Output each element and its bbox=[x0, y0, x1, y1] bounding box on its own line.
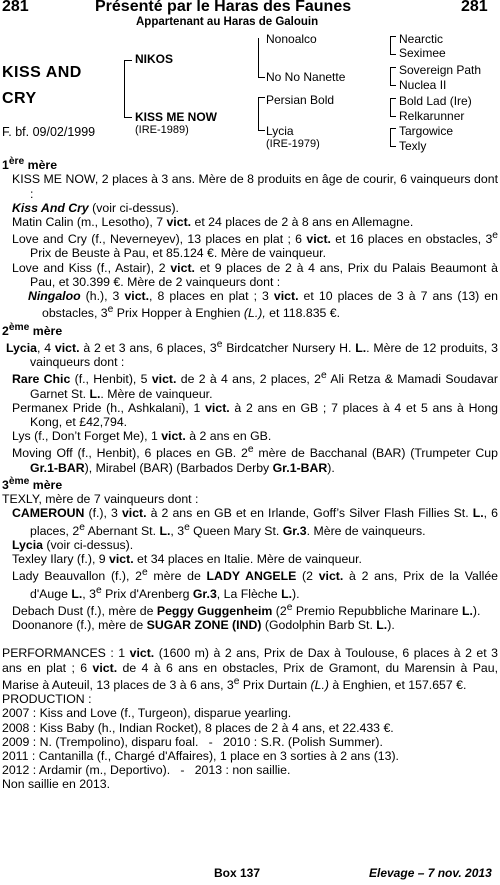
ddd: Texly bbox=[399, 139, 427, 153]
dam-sire: Persian Bold bbox=[266, 93, 335, 107]
sire: NIKOS bbox=[135, 52, 174, 66]
horse-name-line1: KISS AND bbox=[2, 64, 82, 81]
performances: PERFORMANCES : 1 vict. (1600 m) à 2 ans, Prix de Dax à Toulouse, 6 places à 2 et 3 ans en plat ; 6 vict. de 4 à 6 ans en obstacles, Prix de Gramont, du Marensin à Pau, Marise à Auteuil, 13 places de 3 à 6 ans, 3e Prix Durtain (L.) à Enghien, et 157.657 €. bbox=[2, 646, 499, 692]
ssd: Seximee bbox=[399, 46, 446, 60]
dam-origin: (IRE-1989) bbox=[135, 124, 189, 136]
section-second-dam: 2ème mère bbox=[2, 321, 63, 338]
bracket-dam bbox=[258, 97, 259, 131]
dsd: Relkarunner bbox=[399, 109, 465, 123]
footer-source: Elevage – 7 nov. 2013 bbox=[369, 866, 492, 880]
page-subtitle: Appartenant au Haras de Galouin bbox=[136, 16, 319, 28]
lot-number-left: 281 bbox=[2, 0, 29, 15]
dss: Bold Lad (Ire) bbox=[399, 94, 472, 108]
dam: KISS ME NOW bbox=[135, 110, 218, 124]
sss: Nearctic bbox=[399, 32, 444, 46]
section-first-dam: 1ère mère bbox=[2, 156, 58, 173]
lot-number-right: 281 bbox=[461, 0, 488, 15]
page-title: Présenté par le Haras des Faunes bbox=[95, 0, 352, 15]
footer-box: Box 137 bbox=[214, 866, 261, 880]
sdd: Nuclea II bbox=[399, 78, 447, 92]
sire-sire: Nonoalco bbox=[266, 32, 317, 46]
dam-dam: Lycia bbox=[266, 124, 294, 138]
horse-info: F. bf. 09/02/1999 bbox=[2, 125, 96, 139]
dam-dam-origin: (IRE-1979) bbox=[266, 138, 320, 150]
horse-name-line2: CRY bbox=[2, 90, 37, 107]
section-third-dam: 3ème mère bbox=[2, 475, 63, 493]
catalogue-body: 1ère mère KISS ME NOW, 2 places à 3 ans. Mère de 8 produits en âge de courir, 6 vainqueurs dont : Kiss And Cry (voir ci-dessus). Matin Calin (m., Lesotho), 7 vict. et 24 places de 2 à 8 ans en Allemagne. Love and Cry (f., Neverneyev), 13 places en plat ; 6 vict. et 16 places en obstacles, 3e Prix de Beuste à Pau, et 85.124 €. Mère de vainqueur. Love and Kiss (f., Astair), 2 vict. et 9 places de 2 à 4 ans, Prix du Palais Beaumont à Pau, et 30.399 €. Mère de 2 vainqueurs dont : Ningaloo (h.), 3 vict., 8 places en plat ; 3 vict. et 10 places de 3 à 7 ans (13) en obstacles, 3e Prix Hopper à Enghien (L.), et 118.835 €. 2ème mère Lycia, 4 vict. à 2 et 3 ans, 6 places, 3e Birdcatcher Nursery H. L.. Mère de 12 produits, 3 vainqueurs dont : Rare Chic (f., Henbit), 5 vict. de 2 à 4 ans, 2 places, 2e Ali Retza & Mamadi Soudavar Garnet St. L.. Mère de vainqueur. Permanex Pride (h., Ashkalani), 1 vict. à 2 ans en GB ; 7 places à 4 et 5 ans à Hong Kong, et £42,794. Lys (f., Don’t Forget Me), 1 vict. à 2 ans en GB. Moving Off (f., Henbit), 6 places en GB. 2e mère de Bacchanal (BAR) (Trumpeter Cup Gr.1-BAR), Mirabel (BAR) (Barbados Derby Gr.1-BAR). 3ème mère TEXLY, mère de 7 vainqueurs dont : CAMEROUN (f.), 3 vict. à 2 ans en GB et en Irlande, Goff’s Silver Flash Fillies St. L., 6 places, 2e Abernant St. L., 3e Queen Mary St. Gr.3. Mère de vainqueurs. Lycia (voir ci-dessus). Texley Ilary (f.), 9 vict. et 34 places en Italie. Mère de vainqueur. Lady Beauvallon (f.), 2e mère de LADY ANGELE (2 vict. à 2 ans, Prix de la Vallée d'Auge L., 3e Prix d'Arenberg Gr.3, La Flèche L.). Debach Dust (f.), mère de Peggy Guggenheim (2e Premio Repubbliche Marinare L.). Doonanore (f.), mère de SUGAR ZONE (IND) (Godolphin Barb St. L.). PERFORMANCES : 1 vict. (1600 m) à 2 ans, Prix de Dax à Toulouse, 6 places à 2 et 3 ans en plat ; 6 vict. de 4 à 6 ans en obstacles, Prix de Gramont, du Marensin à Pau, Marise à Auteuil, 13 places de 3 à 6 ans, 3e Prix Durtain (L.) à Enghien, et 157.657 €. PRODUCTION : 2007 : Kiss and Love (f., Turgeon), disparue yearling. 2008 : Kiss Baby (h., Indian Rocket), 8 places de 2 à 4 ans, et 22.433 €. 2009 : N. (Trempolino), disparu foal. - 2010 : S.R. (Polish Summer). 2011 : Cantanilla (f., Chargé d'Affaires), 1 place en 3 sorties à 2 ans (13). 2012 : Ardamir (m., Deportivo). - 2013 : non saillie. Non saillie en 2013. bbox=[2, 156, 499, 792]
production: PRODUCTION : bbox=[2, 692, 92, 707]
sire-dam: No No Nanette bbox=[266, 70, 346, 84]
dds: Targowice bbox=[399, 124, 454, 138]
bracket-gen1 bbox=[124, 60, 125, 118]
sds: Sovereign Path bbox=[399, 63, 482, 77]
bracket-sire bbox=[258, 38, 259, 78]
